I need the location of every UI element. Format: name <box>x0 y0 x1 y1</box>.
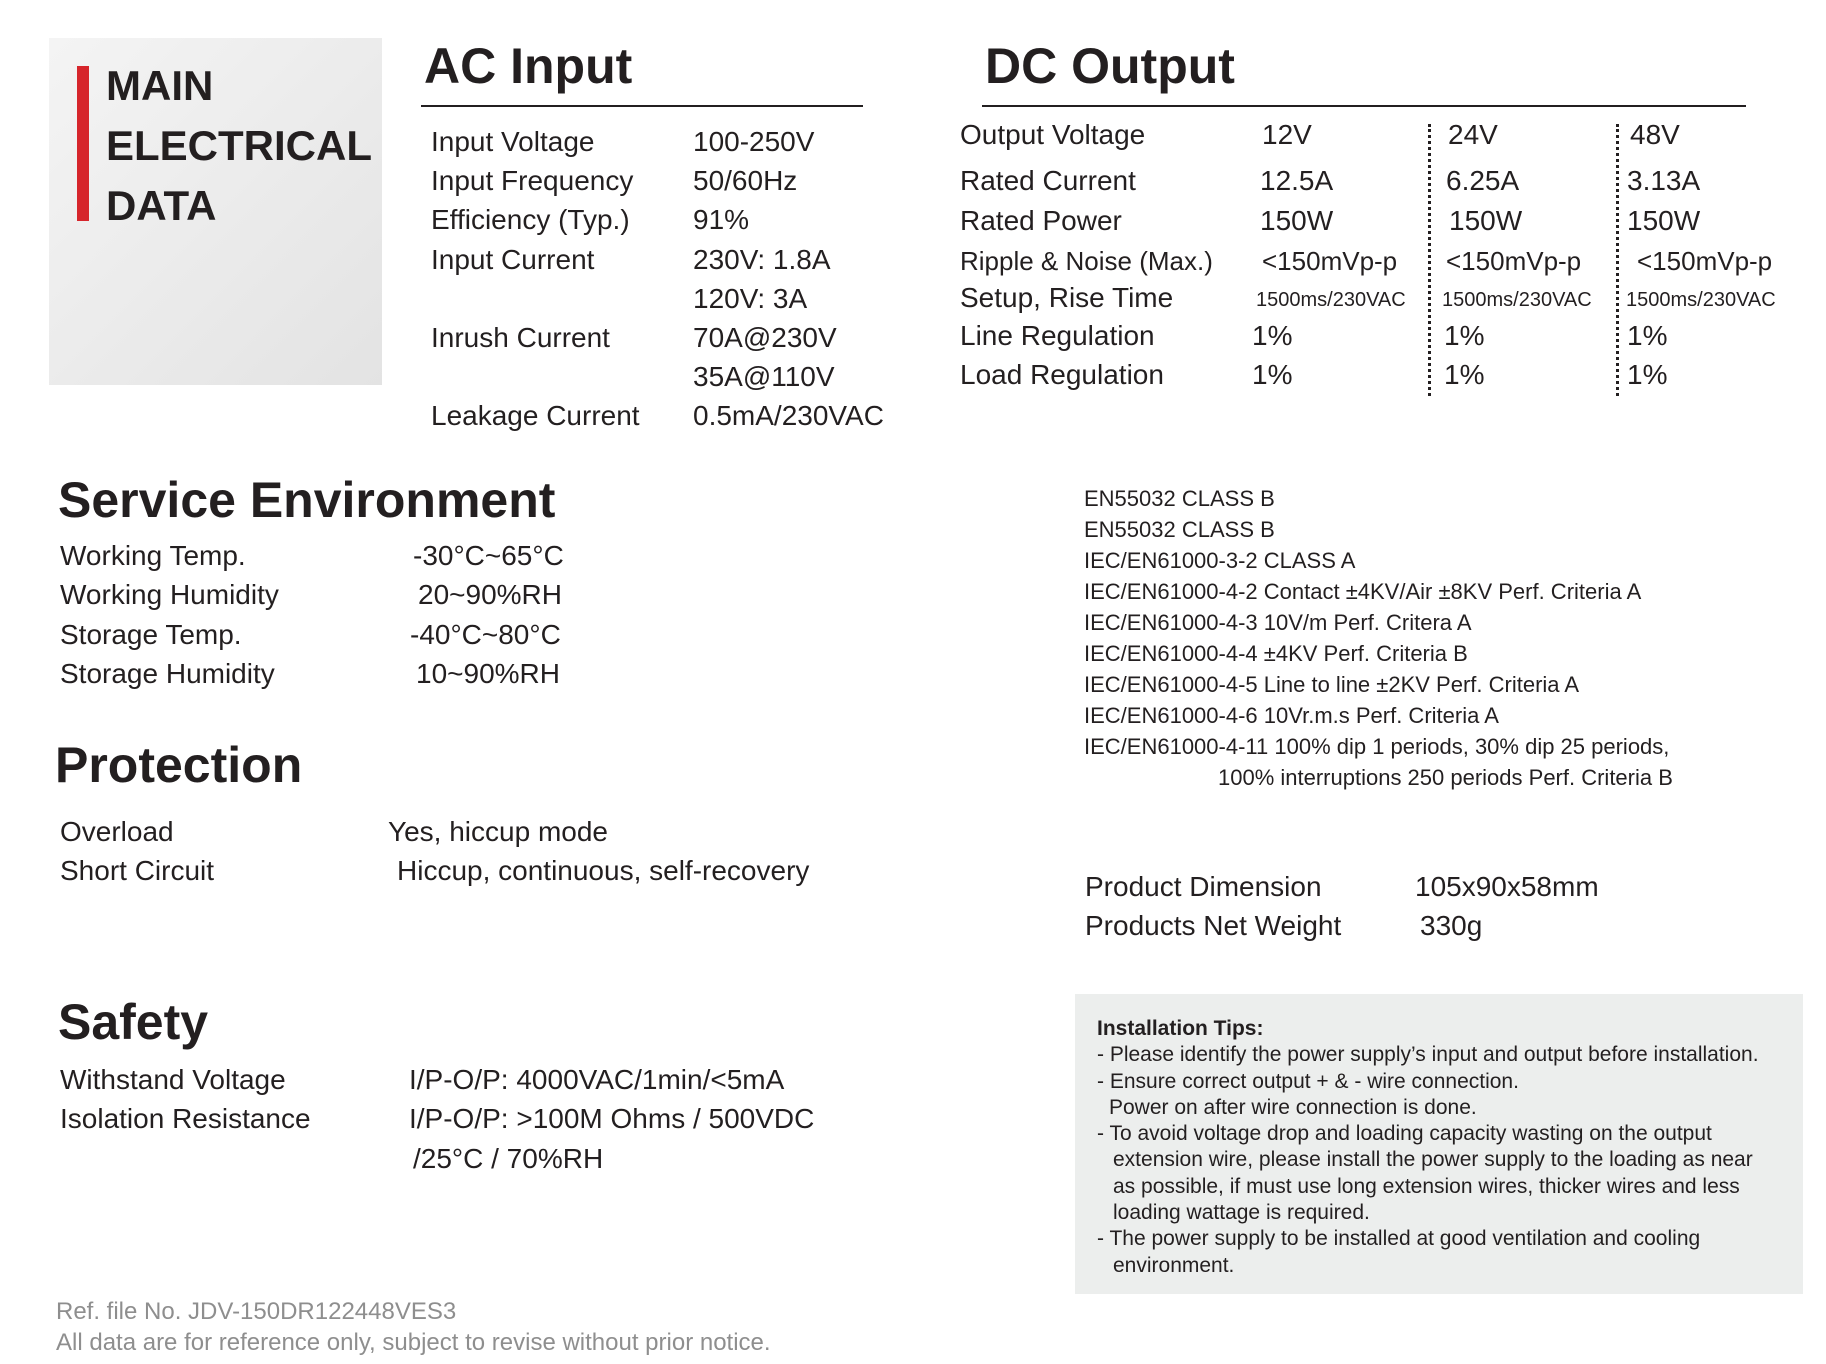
accent-bar <box>77 66 89 221</box>
product-value: 105x90x58mm <box>1415 871 1599 902</box>
safety-value: I/P-O/P: >100M Ohms / 500VDC <box>409 1103 815 1135</box>
protection-title: Protection <box>55 737 303 793</box>
protection-labels <box>60 812 214 891</box>
protection-values <box>388 812 809 891</box>
emc-standard: IEC/EN61000-4-3 10V/m Perf. Critera A <box>1084 610 1472 635</box>
service-environment-value: 20~90%RH <box>418 579 562 611</box>
dc-output-value: 3.13A <box>1627 165 1701 196</box>
installation-tip-line: as possible, if must use long extension wires, thicker wires and less <box>1113 1174 1740 1198</box>
ac-input-value: 50/60Hz <box>693 165 798 197</box>
ac-input-value: 120V: 3A <box>693 282 808 314</box>
dc-output-value: 150W <box>1627 205 1701 236</box>
installation-tip-line: - To avoid voltage drop and loading capacity wasting on the output <box>1097 1122 1712 1146</box>
ac-input-value: 100-250V <box>693 126 815 157</box>
ac-input-value: 0.5mA/230VAC <box>693 400 884 432</box>
dc-output-label: Line Regulation <box>960 320 1155 351</box>
safety-value: /25°C / 70%RH <box>413 1142 604 1174</box>
ac-input-value: 35A@110V <box>693 361 835 393</box>
installation-tip-line: Power on after wire connection is done. <box>1109 1095 1477 1119</box>
ac-input-label: Leakage Current <box>431 400 640 432</box>
ac-input-label <box>431 279 640 318</box>
product-labels <box>1085 867 1341 946</box>
emc-standard: IEC/EN61000-3-2 CLASS A <box>1084 548 1356 573</box>
footer-notice: All data are for reference only, subject to revise without prior notice. <box>56 1329 771 1356</box>
dc-output-label: Load Regulation <box>960 359 1164 390</box>
service-environment-label: Storage Temp. <box>60 618 242 650</box>
service-environment-value: -40°C~80°C <box>410 618 561 650</box>
installation-tips-box <box>1075 994 1803 1294</box>
ac-input-label: Input Frequency <box>431 165 634 197</box>
service-environment-value: -30°C~65°C <box>413 540 564 571</box>
product-value: 330g <box>1420 910 1483 942</box>
safety-labels <box>60 1060 311 1139</box>
column-divider <box>1428 124 1431 396</box>
emc-standards-list <box>1084 483 1673 793</box>
dc-output-value: 1% <box>1252 320 1293 351</box>
dc-output-value: 1500ms/230VAC <box>1256 289 1406 311</box>
dc-output-value: 1500ms/230VAC <box>1442 289 1592 311</box>
dc-output-value: <150mVp-p <box>1637 246 1773 276</box>
column-divider <box>1616 124 1619 396</box>
dc-output-value: 150W <box>1449 205 1523 236</box>
dc-output-label: Rated Power <box>960 205 1122 236</box>
emc-standard: 100% interruptions 250 periods Perf. Criteria B <box>1218 765 1673 790</box>
dc-output-value: 1% <box>1627 320 1668 351</box>
ac-input-values <box>693 122 884 436</box>
emc-standard: IEC/EN61000-4-6 10Vr.m.s Perf. Criteria A <box>1084 703 1499 728</box>
footer-ref: Ref. file No. JDV-150DR122448VES3 <box>56 1298 457 1325</box>
ac-input-value: 230V: 1.8A <box>693 243 831 275</box>
main-label-line: ELECTRICAL <box>106 122 372 169</box>
ac-input-rule <box>421 105 863 107</box>
dc-output-label: Ripple & Noise (Max.) <box>960 246 1213 276</box>
installation-tip-line: extension wire, please install the power supply to the loading as near <box>1113 1148 1753 1172</box>
service-environment-label: Working Humidity <box>60 579 279 611</box>
service-environment-values <box>410 536 564 693</box>
ac-input-value: 91% <box>693 204 750 236</box>
protection-label: Overload <box>60 816 174 847</box>
dc-output-value: 1% <box>1444 320 1485 351</box>
dc-output-value: 24V <box>1448 119 1498 150</box>
installation-tip-line: - The power supply to be installed at good ventilation and cooling <box>1097 1227 1701 1251</box>
ac-input-value: 70A@230V <box>693 322 837 354</box>
installation-tip-line: loading wattage is required. <box>1113 1201 1370 1225</box>
installation-tip-line: - Ensure correct output + & - wire connection. <box>1097 1069 1519 1093</box>
dc-output-value: <150mVp-p <box>1262 246 1398 276</box>
service-environment-labels <box>60 536 279 693</box>
dc-output-value: 150W <box>1260 205 1334 236</box>
ac-input-label <box>431 357 640 396</box>
dc-output-label: Setup, Rise Time <box>960 282 1174 313</box>
ac-input-label: Inrush Current <box>431 322 610 354</box>
installation-tip-line: - Please identify the power supply’s input and output before installation. <box>1097 1043 1759 1067</box>
product-label: Product Dimension <box>1085 871 1322 902</box>
protection-value: Yes, hiccup mode <box>388 816 608 847</box>
dc-output-value: 6.25A <box>1446 165 1520 196</box>
dc-output-rule <box>982 105 1746 107</box>
dc-output-title: DC Output <box>985 38 1235 94</box>
dc-output-value: 1% <box>1444 359 1485 390</box>
service-environment-label: Working Temp. <box>60 540 246 571</box>
emc-standard: EN55032 CLASS B <box>1084 517 1275 542</box>
dc-output-value: 1500ms/230VAC <box>1626 289 1776 311</box>
dc-output-value: 48V <box>1630 119 1680 150</box>
ac-input-label: Input Current <box>431 243 595 275</box>
ac-input-label: Input Voltage <box>431 126 595 157</box>
dc-output-value: 12.5A <box>1260 165 1334 196</box>
dc-output-label: Output Voltage <box>960 119 1146 150</box>
emc-standard: IEC/EN61000-4-4 ±4KV Perf. Criteria B <box>1084 641 1468 666</box>
service-environment-label: Storage Humidity <box>60 657 275 689</box>
product-label: Products Net Weight <box>1085 910 1342 942</box>
emc-standard: IEC/EN61000-4-5 Line to line ±2KV Perf. Criteria A <box>1084 672 1580 697</box>
installation-tip-line: environment. <box>1113 1253 1235 1277</box>
dc-output-label: Rated Current <box>960 165 1136 196</box>
installation-tips-title: Installation Tips: <box>1097 1017 1264 1040</box>
protection-value: Hiccup, continuous, self-recovery <box>397 855 810 887</box>
main-label-line: DATA <box>106 182 217 229</box>
dc-output-value: 1% <box>1627 359 1668 390</box>
dc-output-value: 1% <box>1252 359 1293 390</box>
emc-standard: IEC/EN61000-4-2 Contact ±4KV/Air ±8KV Perf. Criteria A <box>1084 579 1642 604</box>
dc-output-value: 12V <box>1262 119 1312 150</box>
protection-label: Short Circuit <box>60 855 215 887</box>
safety-label: Withstand Voltage <box>60 1064 286 1095</box>
ac-input-labels <box>431 122 640 436</box>
dc-output-value: <150mVp-p <box>1446 246 1582 276</box>
ac-input-label: Efficiency (Typ.) <box>431 204 630 236</box>
emc-standard: IEC/EN61000-4-11 100% dip 1 periods, 30% dip 25 periods, <box>1084 734 1670 759</box>
main-label <box>106 56 372 236</box>
product-values <box>1415 867 1599 946</box>
safety-label: Isolation Resistance <box>60 1103 311 1135</box>
emc-standard: EN55032 CLASS B <box>1084 486 1275 511</box>
safety-title: Safety <box>58 994 209 1050</box>
safety-values <box>409 1060 814 1178</box>
service-environment-title: Service Environment <box>58 472 556 528</box>
ac-input-title: AC Input <box>424 38 633 94</box>
main-label-line: MAIN <box>106 62 214 109</box>
service-environment-value: 10~90%RH <box>416 657 560 689</box>
safety-value: I/P-O/P: 4000VAC/1min/<5mA <box>409 1064 785 1095</box>
